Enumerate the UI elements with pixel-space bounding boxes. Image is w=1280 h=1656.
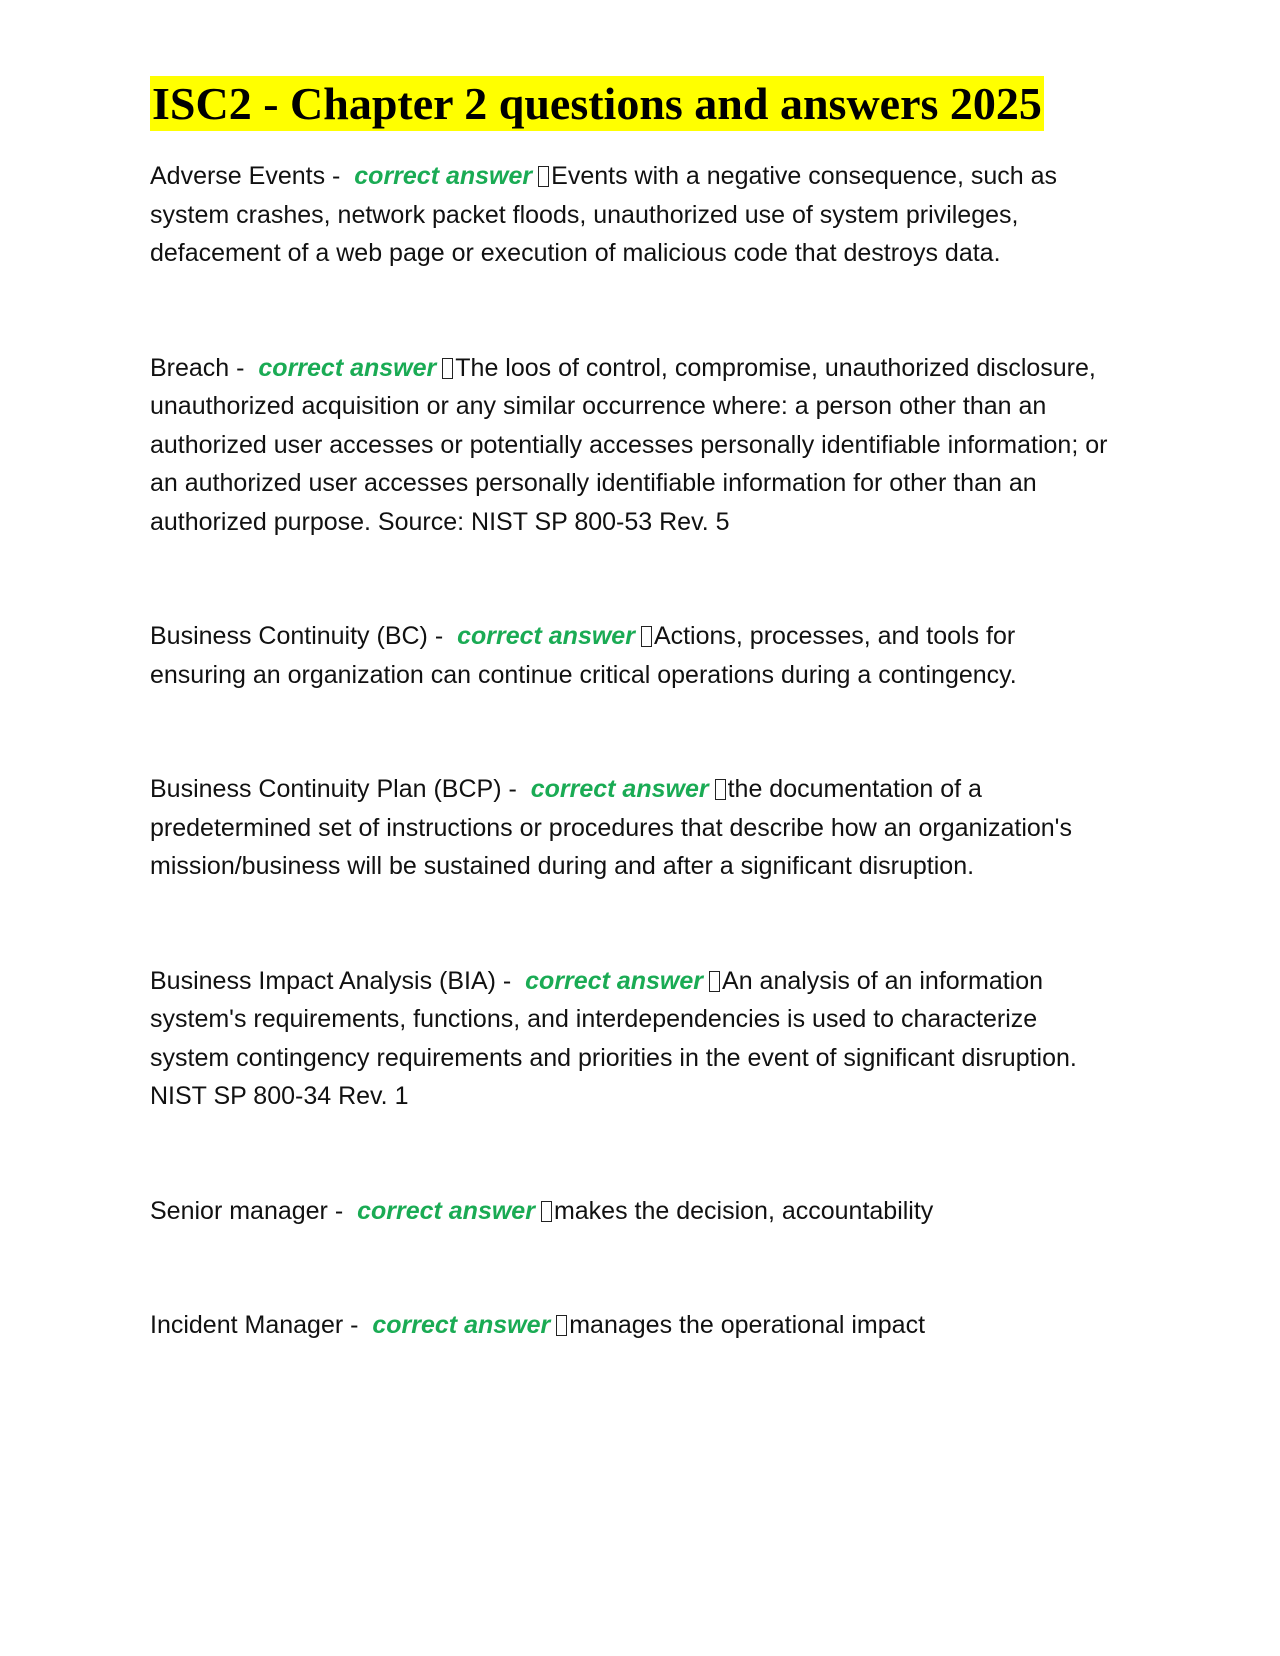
missing-glyph-icon: [538, 166, 549, 187]
missing-glyph-icon: [715, 779, 726, 800]
entry-definition: An analysis of an information system's requirements, functions, and interdependencies is used to characterize system contingency requirements and priorities in the event of significant disruption. NIST SP 800-34 Rev. 1: [150, 966, 1077, 1111]
correct-answer-label: correct answer: [354, 162, 533, 191]
entry-separator: -: [229, 353, 259, 382]
qa-entry: [150, 1192, 1110, 1231]
correct-answer-label: correct answer: [357, 1196, 535, 1225]
entry-separator: -: [325, 162, 355, 191]
missing-glyph-icon: [442, 358, 453, 379]
qa-entry: [150, 770, 1110, 886]
entry-separator: -: [427, 622, 458, 651]
document-page: [150, 76, 1110, 1421]
entry-definition: makes the decision, accountability: [553, 1196, 934, 1225]
entry-definition: the documentation of a predetermined set of instructions or procedures that describe how an organization's mission/business will be sustained during and after a significant disruption.: [150, 775, 1072, 881]
qa-list: [150, 157, 1110, 1345]
correct-answer-label: correct answer: [372, 1311, 551, 1340]
entry-definition: Events with a negative consequence, such as system crashes, network packet floods, unauthorized use of system privileges, defacement of a web page or execution of malicious code that destroys data.: [150, 162, 1058, 268]
correct-answer-label: correct answer: [457, 622, 635, 651]
qa-entry: [150, 349, 1110, 542]
entry-definition: Actions, processes, and tools for ensuring an organization can continue critical operations during a contingency.: [150, 622, 1017, 689]
entry-term: Business Impact Analysis (BIA): [150, 966, 496, 995]
entry-separator: -: [495, 966, 526, 995]
correct-answer-label: correct answer: [525, 966, 704, 995]
qa-entry: [150, 617, 1110, 694]
entry-term: Senior manager: [150, 1196, 328, 1225]
entry-term: Breach: [150, 353, 230, 382]
missing-glyph-icon: [709, 971, 720, 992]
correct-answer-label: correct answer: [258, 353, 437, 382]
entry-term: Adverse Events: [150, 162, 326, 191]
entry-definition: manages the operational impact: [569, 1311, 926, 1340]
missing-glyph-icon: [641, 626, 652, 647]
qa-entry: [150, 157, 1110, 273]
entry-term: Incident Manager: [150, 1311, 344, 1340]
document-title: ISC2 - Chapter 2 questions and answers 2025: [150, 76, 1044, 131]
entry-separator: -: [343, 1311, 373, 1340]
entry-term: Business Continuity (BC): [150, 622, 428, 651]
qa-entry: [150, 962, 1110, 1116]
missing-glyph-icon: [541, 1201, 552, 1222]
entry-separator: -: [327, 1196, 358, 1225]
qa-entry: [150, 1306, 1110, 1345]
entry-definition: The loos of control, compromise, unauthorized disclosure, unauthorized acquisition or any similar occurrence where: a person other than an authorized user accesses or potentially accesses personally identifiable information; or an authorized user accesses personally identifiable information for other than an authorized purpose. Source: NIST SP 800-53 Rev. 5: [150, 353, 1108, 536]
entry-separator: -: [501, 775, 531, 804]
entry-term: Business Continuity Plan (BCP): [150, 775, 502, 804]
correct-answer-label: correct answer: [530, 775, 709, 804]
missing-glyph-icon: [556, 1315, 567, 1336]
